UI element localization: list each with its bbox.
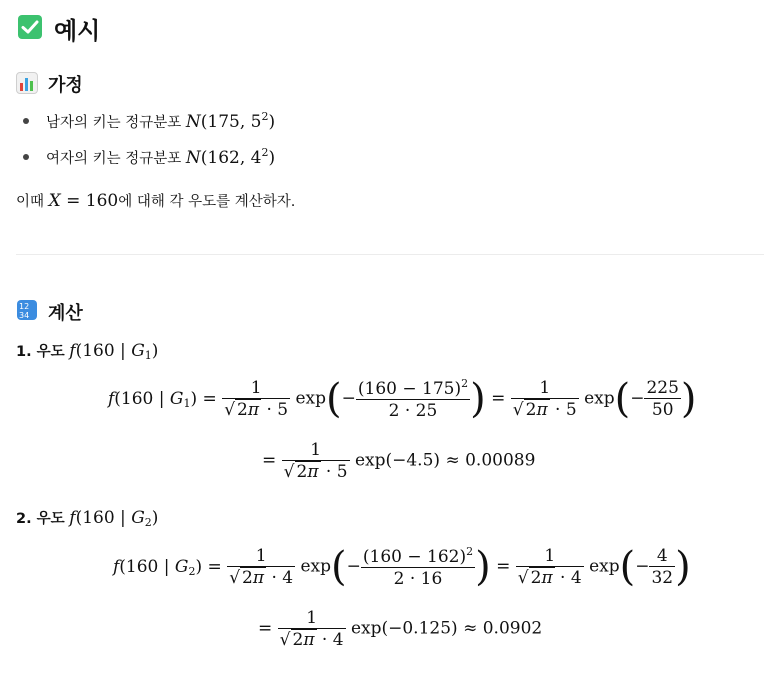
bullet-dot bbox=[23, 118, 29, 124]
step-2-label bbox=[16, 507, 158, 529]
input-numbers-icon bbox=[17, 300, 37, 320]
bullet-dot bbox=[23, 154, 29, 160]
assumption-bullet-1 bbox=[46, 110, 275, 132]
note-suffix: 에 대해 각 우도를 계산하자. bbox=[118, 194, 296, 210]
svg-text:34: 34 bbox=[19, 311, 30, 320]
math-inline: N(175, $5^2$) bbox=[185, 110, 276, 132]
bullet-text: 여자의 키는 정규분포 bbox=[46, 151, 182, 167]
step-1-label bbox=[16, 340, 158, 362]
step-1-equation-line-2: = $\frac{1}{√ 2\pi \cdot 5}$ exp(−4.5) ≈ 0.00089 bbox=[262, 440, 536, 482]
exp-value: −0.125 bbox=[388, 618, 452, 639]
math-inline: f(160 | $G_2$) bbox=[69, 508, 159, 529]
exp-value: −4.5 bbox=[392, 450, 434, 471]
bar-chart-icon bbox=[16, 72, 38, 94]
math-inline: f(160 | $G_1$) bbox=[69, 341, 159, 362]
section-divider bbox=[16, 254, 764, 255]
check-mark-button-icon bbox=[18, 15, 42, 39]
step-2-equation-line-2: = $\frac{1}{√ 2\pi \cdot 4}$ exp(−0.125) ≈ 0.0902 bbox=[258, 608, 543, 650]
assumption-heading: 가정 bbox=[48, 75, 83, 96]
approx-value: 0.0902 bbox=[482, 618, 543, 639]
step-2-equation-line-1: f(160 | $G_2$) = $\frac{1}{√ 2\pi \cdot 4}$ exp(− $\frac{(160 - 162)^2}{2 \cdot 16}$ ) = $\frac{1}{√ 2\pi \cdot 4}$ exp(− $\frac{4}{32}$ ) bbox=[113, 544, 691, 590]
step-label: 2. 우도 bbox=[16, 511, 65, 527]
math-inline: N(162, $4^2$) bbox=[185, 146, 276, 168]
bullet-text: 남자의 키는 정규분포 bbox=[46, 115, 182, 131]
step-1-equation-line-1: f(160 | $G_1$) = $\frac{1}{√ 2\pi \cdot 5}$ exp(− $\frac{(160 - 175)^2}{2 \cdot 25}$ ) = $\frac{1}{√ 2\pi \cdot 5}$ exp(− $\frac{225}{50}$ ) bbox=[108, 376, 697, 422]
assumption-note bbox=[16, 190, 295, 211]
step-label: 1. 우도 bbox=[16, 344, 65, 360]
note-prefix: 이때 bbox=[16, 194, 45, 210]
svg-text:12: 12 bbox=[19, 302, 30, 311]
calculation-heading: 계산 bbox=[48, 303, 83, 324]
math-inline: X = 160 bbox=[48, 191, 119, 211]
page-title: 예시 bbox=[54, 17, 101, 45]
assumption-bullet-2 bbox=[46, 146, 275, 168]
approx-value: 0.00089 bbox=[465, 450, 536, 471]
